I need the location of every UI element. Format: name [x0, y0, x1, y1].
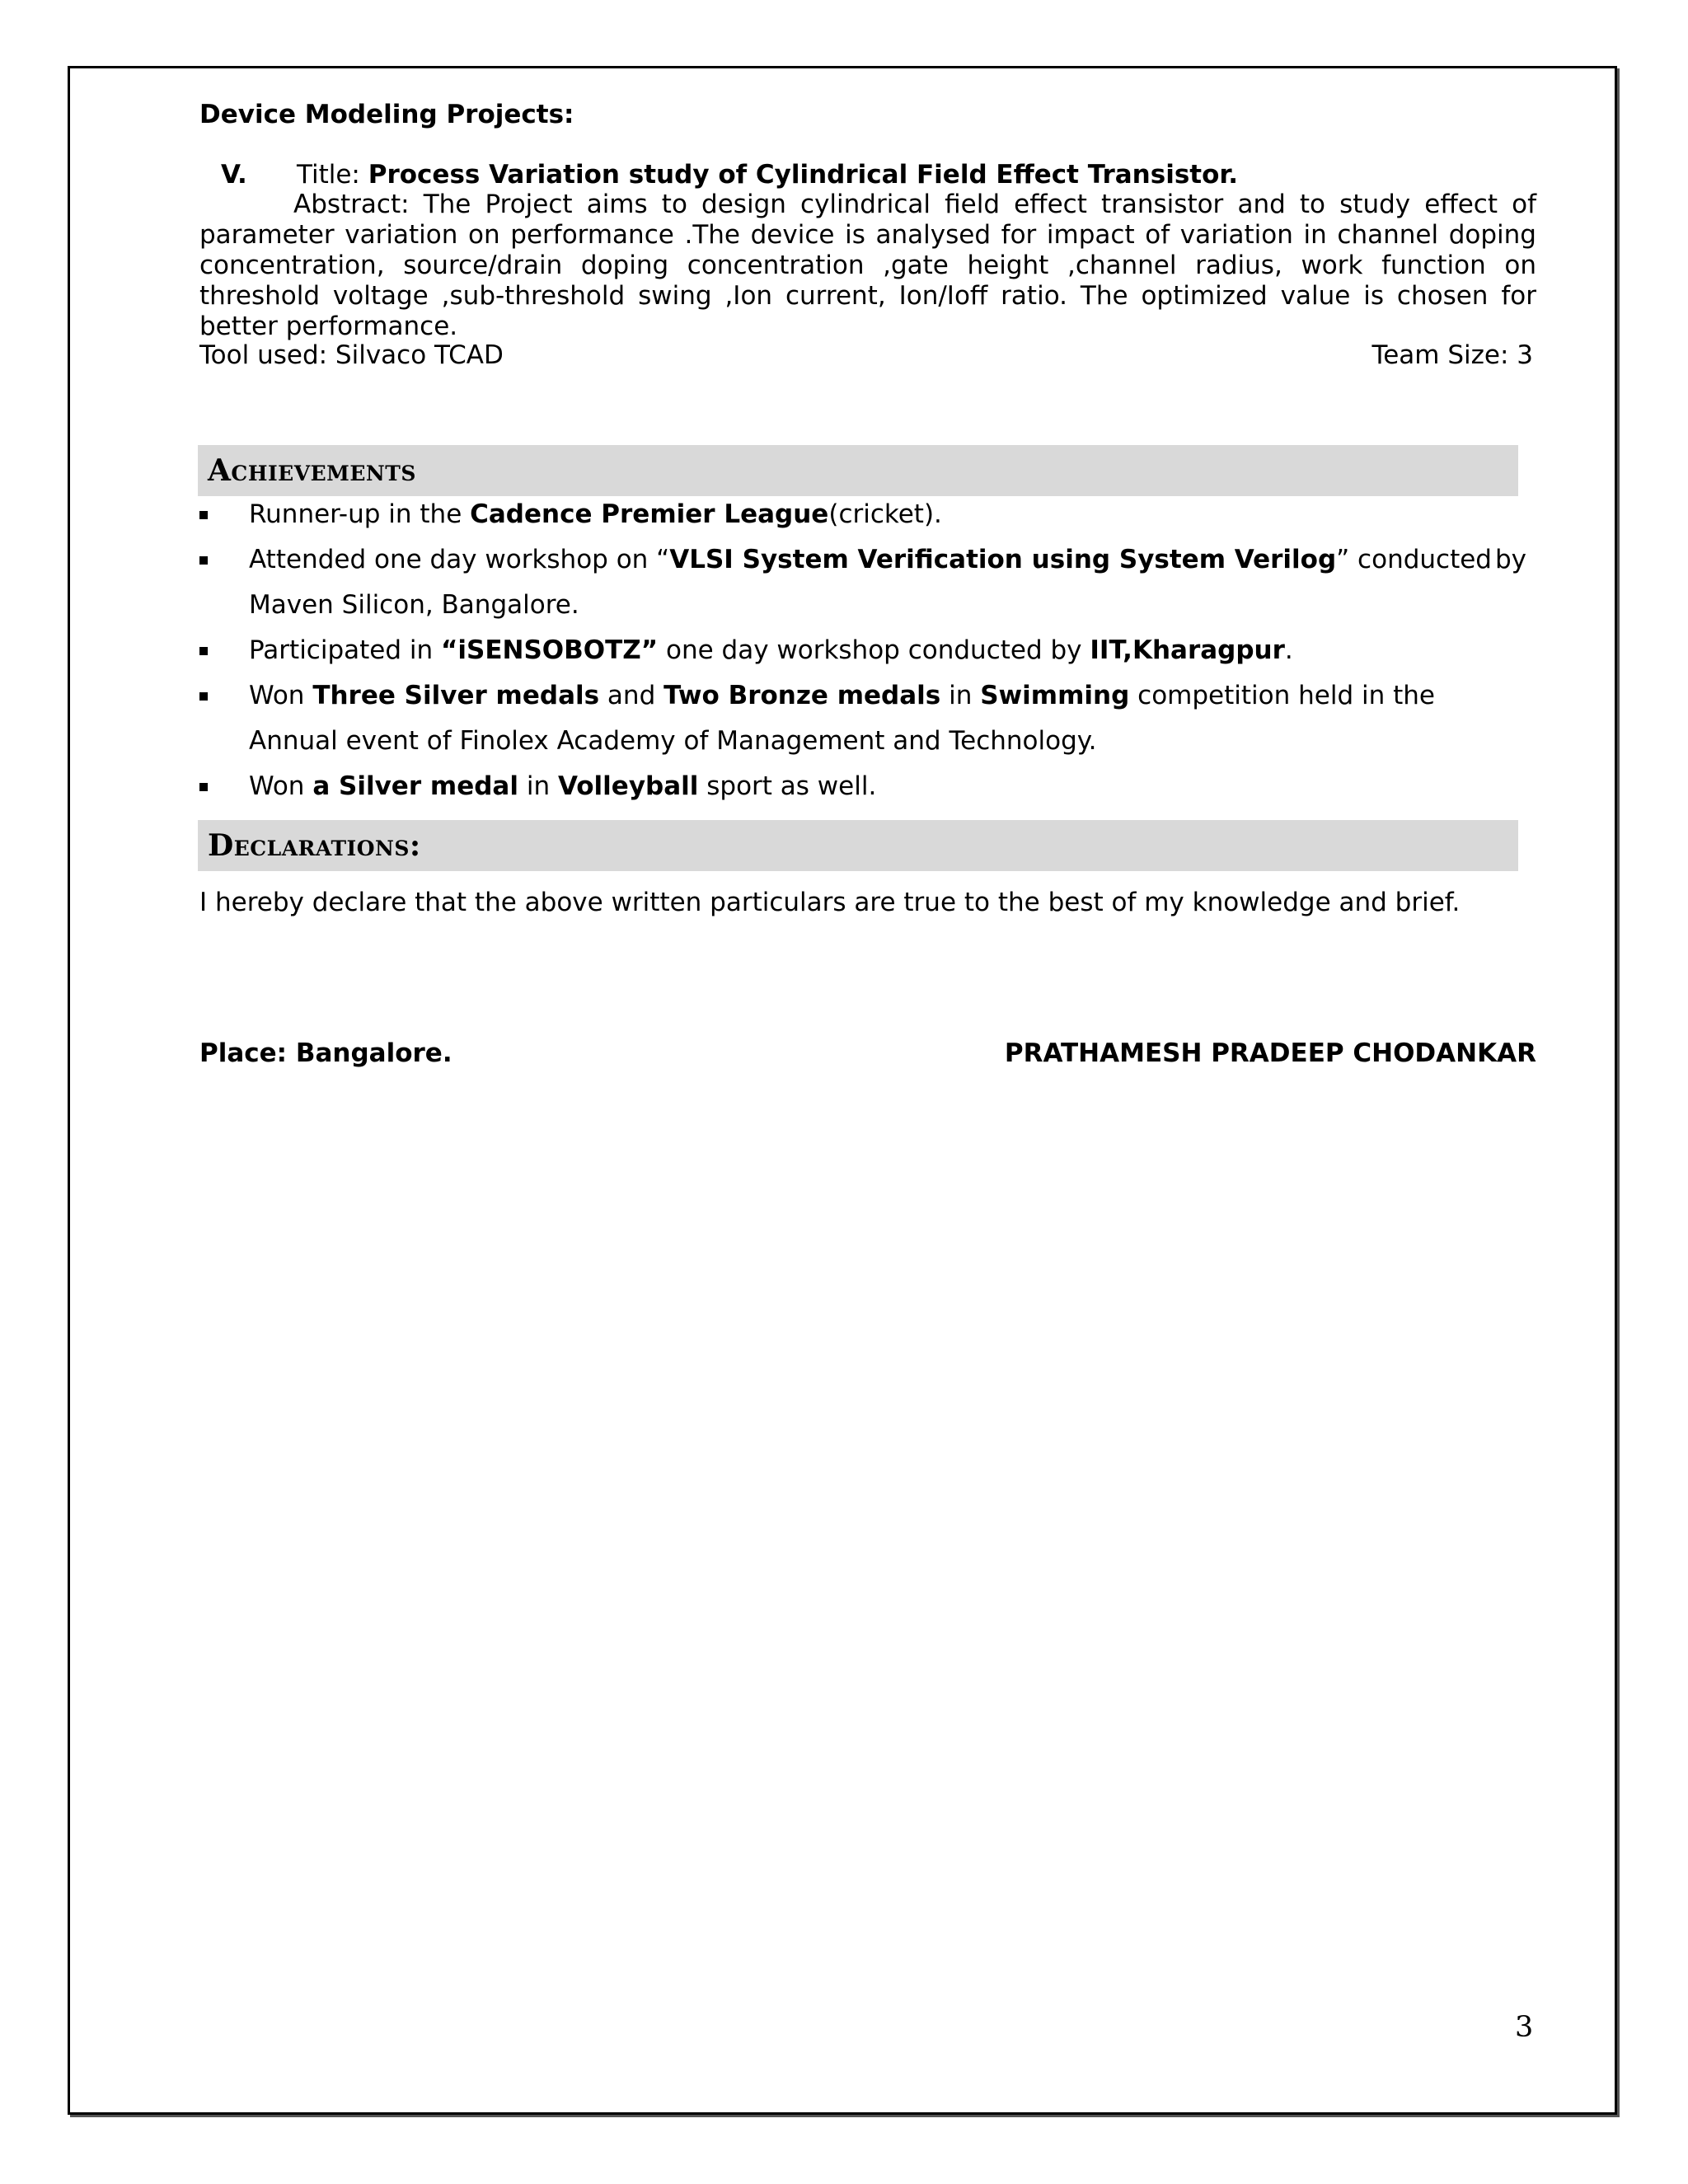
- achievement-emphasis: Two Bronze medals: [663, 681, 941, 710]
- achievement-segment: in: [940, 681, 981, 710]
- achievement-segment: one day workshop conducted by: [658, 635, 1090, 665]
- achievement-text: [249, 681, 1435, 756]
- list-item: [199, 673, 1526, 764]
- list-item: [199, 492, 1526, 537]
- list-item: [199, 628, 1526, 673]
- achievement-emphasis: Swimming: [980, 681, 1130, 710]
- achievement-continuation: Maven Silicon, Bangalore.: [249, 590, 579, 620]
- section-heading-declarations: Declarations:: [198, 820, 1518, 871]
- achievement-right-word: by: [1494, 545, 1526, 574]
- achievement-emphasis: Three Silver medals: [312, 681, 600, 710]
- project-title: [297, 160, 1238, 190]
- achievements-list: [199, 492, 1526, 809]
- abstract-text: Abstract: The Project aims to design cylindrical field effect transistor and to study effect of parameter variation on performance .The device is analysed for impact of variation in channel doping concentration, source/drain doping concentration ,gate height ,channel radius, work function on threshold voltage ,sub-threshold swing ,Ion current, Ion/Ioff ratio. The optimized value is chosen for better performance.: [199, 190, 1536, 341]
- project-meta-row: [199, 340, 1533, 371]
- list-item: [199, 764, 1526, 809]
- project-title-text: Process Variation study of Cylindrical Field Effect Transistor.: [368, 160, 1239, 190]
- signature-row: [199, 1038, 1536, 1069]
- achievement-segment: Runner-up in the: [249, 499, 471, 529]
- tool-used: Tool used: Silvaco TCAD: [199, 340, 504, 370]
- project-number: V.: [221, 160, 247, 190]
- achievement-emphasis: VLSI System Verification using System Verilog: [669, 545, 1337, 574]
- section-heading-device-modeling: Device Modeling Projects:: [199, 100, 574, 129]
- place: Place: Bangalore.: [199, 1038, 452, 1068]
- achievement-segment: and: [599, 681, 664, 710]
- achievement-segment: ” conducted: [1336, 545, 1492, 574]
- achievement-emphasis: Volleyball: [557, 771, 699, 801]
- achievement-emphasis: “iSENSOBOTZ”: [441, 635, 659, 665]
- achievement-segment: sport as well.: [698, 771, 877, 801]
- bullet-icon: [199, 647, 208, 655]
- bullet-icon: [199, 783, 208, 791]
- page-border: [68, 66, 1617, 2115]
- team-size: Team Size: 3: [1372, 340, 1533, 370]
- signatory-name: PRATHAMESH PRADEEP CHODANKAR: [1004, 1038, 1536, 1068]
- achievement-emphasis: IIT,Kharagpur: [1090, 635, 1285, 665]
- project-abstract: [199, 190, 1536, 342]
- achievement-segment: in: [518, 771, 558, 801]
- achievement-segment: Won: [249, 771, 313, 801]
- declaration-text: I hereby declare that the above written particulars are true to the best of my knowledge and brief.: [199, 888, 1461, 917]
- page-number: 3: [1515, 2011, 1534, 2044]
- achievement-segment: Attended one day workshop on “: [249, 545, 670, 574]
- achievement-segment: .: [1284, 635, 1293, 665]
- achievement-emphasis: a Silver medal: [312, 771, 518, 801]
- achievement-segment: Won: [249, 681, 313, 710]
- bullet-icon: [199, 692, 208, 701]
- bullet-icon: [199, 556, 208, 565]
- achievement-segment: (cricket).: [828, 499, 942, 529]
- achievement-segment: Participated in: [249, 635, 442, 665]
- section-heading-achievements: Achievements: [198, 445, 1518, 496]
- achievement-segment: competition held in the Annual event of Finolex Academy of Management and Technology.: [249, 681, 1435, 756]
- achievement-emphasis: Cadence Premier League: [470, 499, 829, 529]
- achievement-text: [249, 771, 876, 801]
- list-item: [199, 537, 1526, 628]
- achievement-text: [249, 545, 1492, 574]
- project-title-prefix: Title:: [297, 160, 368, 190]
- achievement-text: [249, 635, 1293, 665]
- achievement-text: [249, 499, 942, 529]
- bullet-icon: [199, 511, 208, 519]
